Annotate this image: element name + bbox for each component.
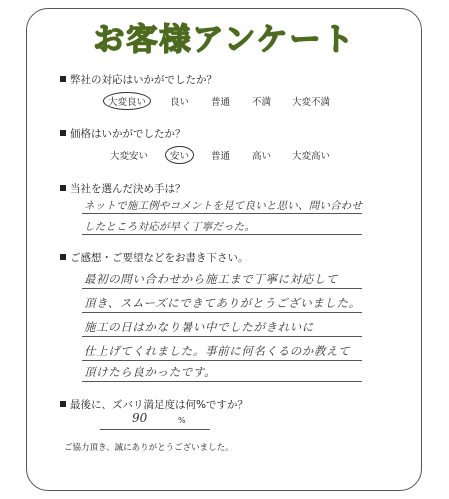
option-service-0[interactable]: 大変良い: [103, 92, 151, 110]
answer-line: [82, 213, 362, 214]
answer-comments-line-3: 施工の日はかなり暑い中でしたがきれいに: [84, 320, 314, 334]
thanks-message: ご協力頂き、誠にありがとうございました。: [64, 443, 234, 453]
option-service-2[interactable]: 普通: [211, 97, 231, 108]
satisfaction-value: 90: [132, 411, 148, 425]
satisfaction-field[interactable]: [100, 411, 210, 429]
question-price-text: 価格はいかがでしたか？: [70, 128, 186, 140]
satisfaction-unit: %: [178, 416, 186, 425]
answer-comments-line-2: 頂き、スムーズにできてありがとうございました。: [84, 296, 361, 310]
question-reason-text: 当社を選んだ決め手は？: [70, 183, 186, 195]
bullet-square-icon: [60, 254, 66, 260]
answer-line: [82, 234, 362, 235]
bullet-square-icon: [60, 76, 66, 82]
answer-comments-line-5: 頂けたら良かったです。: [84, 365, 217, 379]
question-service-text: 弊社の対応はいかがでしたか？: [70, 74, 217, 86]
option-price-0[interactable]: 大変安い: [110, 151, 149, 162]
question-satisfaction: [60, 397, 248, 412]
answer-comments-line-4: 仕上げてくれました。事前に何名くるのか教えて: [84, 344, 351, 358]
answer-line: [82, 288, 362, 289]
option-price-1[interactable]: 安い: [165, 146, 194, 164]
option-price-3[interactable]: 高い: [252, 151, 272, 162]
option-service-3[interactable]: 不満: [252, 97, 272, 108]
bullet-square-icon: [60, 185, 66, 191]
answer-line: [82, 336, 362, 337]
question-comments: [60, 250, 249, 265]
bullet-square-icon: [60, 130, 66, 136]
answer-line: [82, 360, 362, 361]
question-reason: [60, 181, 186, 196]
question-price: [60, 126, 186, 141]
options-price: [0, 148, 449, 164]
question-satisfaction-text: 最後に、ズバリ満足度は何%ですか？: [70, 399, 248, 411]
bullet-square-icon: [60, 401, 66, 407]
answer-line: [82, 312, 362, 313]
option-service-4[interactable]: 大変不満: [292, 97, 331, 108]
answer-comments-line-1: 最初の問い合わせから施工まで丁寧に対応して: [84, 272, 339, 286]
question-comments-text: ご感想・ご要望などをお書き下さい。: [70, 252, 249, 264]
option-service-1[interactable]: 良い: [170, 97, 190, 108]
option-price-2[interactable]: 普通: [211, 151, 231, 162]
option-price-4[interactable]: 大変高い: [292, 151, 331, 162]
answer-reason-line-1: ネットで施工例やコメントを見て良いと思い、問い合わせ: [84, 200, 363, 212]
satisfaction-underline: [100, 429, 210, 430]
question-service: [60, 72, 217, 87]
survey-title: お客様アンケート: [93, 22, 356, 58]
answer-reason-line-2: したところ対応が早く丁寧だった。: [84, 221, 256, 233]
answer-line: [82, 381, 362, 382]
options-service: [0, 94, 449, 110]
